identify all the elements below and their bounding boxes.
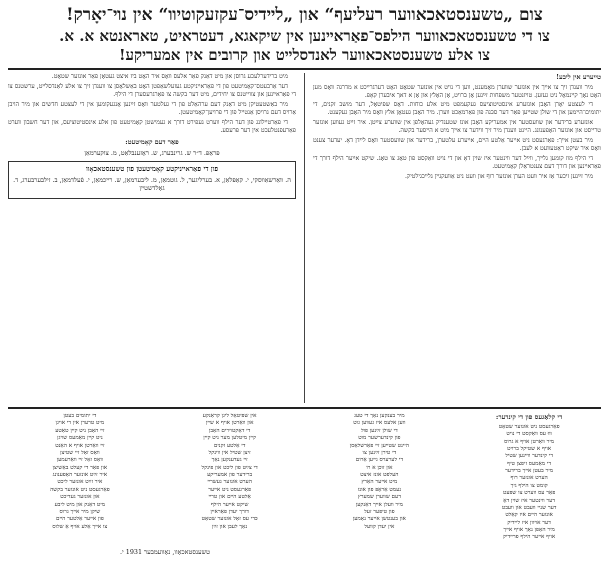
poem-line: שיקט אײער הילף bbox=[210, 501, 249, 508]
poem-line: פון קינדערשער מוט bbox=[358, 435, 401, 442]
headline-rule bbox=[8, 68, 601, 70]
poem-line: שיקן מיר אײך גרוס bbox=[59, 508, 101, 515]
poem-line: מיר בענקען נאָך די טעג bbox=[354, 413, 405, 420]
poem-line: כּדי עס זאָל אונזער שטאָט bbox=[201, 516, 258, 523]
paragraph: דער אַרבעטס־קאָמיטעט פון די פאַראײניקטע געזעלשאַפטן האָט באַשלאָסן צו װענדן זיך צו אלע לאַנדסלײט, ערשטנס צו די פאַראײנען און צװייטנס צו יחידים, מיט דער בקשה צו פאַרגרעסערן די הילף. bbox=[8, 82, 296, 98]
poem-lines bbox=[457, 424, 601, 542]
poem-line: פאַרגעסט ניט אונזער שטאָט bbox=[498, 423, 560, 430]
poem-line: די לערערס גײען אַרום bbox=[355, 457, 404, 464]
poem-line: נאָך לעבן און זײַן bbox=[212, 523, 248, 530]
poem-line: איר זײַט אונזער ליכט bbox=[57, 479, 103, 486]
poem-line: זײ װאַרטן אויף א האַנט bbox=[55, 442, 105, 449]
paragraph: מיר באַשטעטיקן מיט דאַנק דעם ערהאַלט פון די געלטער װאָס זײַנען אָנגעקומען אין די לעצטע חדשים און מיר הױבן אַרױס דעם גרויסן אַנטײל פון די פרויען־קאָמיטעטן. bbox=[8, 100, 296, 116]
headline-line-1: צום „טשענסטאכאווער רעליעף“ און „לײדיס־עקזעקוטיװ“ אין נױ־יאָרק! bbox=[66, 5, 543, 25]
poem-line: און פאַר די קעלט באַשיצן bbox=[52, 464, 108, 471]
poem-line: דער שניי װעבט און װעבט bbox=[501, 504, 557, 511]
paragraph: מיר װענדן זיך צו אײך אין אונזער שװערן מאָמענט, װען די נויט אין אונזער שטאָט האָט דערגרײכט א מדרגה װאָס מען האָט נאָך קײנמאָל ניט געזען. טױזנטער משפּחות זײַנען אָן ברויט, אָן האָלץ און אָן א דאך איבערן קאָפּ. bbox=[313, 83, 601, 99]
poem-line: צו אײך אַלע אויף אַ שלוס bbox=[52, 523, 108, 530]
poem-line: װאָס זאָל זײ װאַרעמען bbox=[56, 457, 104, 464]
poem-line: אין יעדן קװעל bbox=[364, 523, 395, 530]
paragraph: די הילף מוז קומען גלײך, װײַל דער װינטער איז שוין דאָ און די נויט װאַקסט פון טאָג צו טאָג. שיקט אײַער הילף דורך די פאַראײנען און דורך דעם צענטראַלן קאָמיטעט. bbox=[313, 154, 601, 170]
signature-names: פּראַפּ. ד״ר ש. גרינבערג, ש. ראָזענבלאַט, מ. צוקערמאַן bbox=[84, 148, 220, 157]
poem-lines bbox=[8, 413, 152, 531]
paragraph: די פאַרטײלונג פון דער הילף װערט געפירט דורך א געמישטן קאָמיטעט פון אלע אינסטיטוציעס, און דער חשבון װערט פאַרעפנטלעכט אין דער פּרעסע. bbox=[8, 118, 296, 134]
poem-line: דורך יעדן פאַראײן bbox=[210, 508, 249, 515]
paragraph: מיר זײַנען זיכער אַז איר װעט הערן אונזער רוף און װעט ניט אַװעקגײן גלײכגילטיק. bbox=[405, 172, 593, 180]
poem-line: װוּ עס װאַקסט די נויט bbox=[506, 431, 552, 438]
poem-line: און װאַרטן אויף א שײן bbox=[205, 420, 254, 427]
poem-line: אויף א שטיקל ברויט bbox=[507, 445, 552, 452]
poem-line: אויף אײער הילף פרײדיק bbox=[502, 534, 556, 541]
poem-column-4 bbox=[8, 413, 152, 570]
poem-title: די קלאַגעס פון די קינדער: bbox=[495, 413, 563, 422]
poem-line: מיר האָפן נאָך אויף אײך bbox=[503, 527, 555, 533]
section-rule bbox=[8, 407, 601, 409]
poem-lines bbox=[158, 413, 302, 531]
poem-line: פון טיפער זעל bbox=[364, 508, 395, 515]
committee-box-title: פון די פאַראײניקטע קאָמיטעטן פון טשענסטאכאָוו bbox=[85, 165, 219, 174]
left-column bbox=[8, 73, 296, 403]
poem-line: זײ האָבן ניט קײן טאַטע bbox=[55, 427, 105, 434]
poem-line: זיצן שטיל אין װינקל bbox=[208, 449, 251, 456]
body-columns bbox=[8, 73, 601, 403]
paragraph: די לעצטע יאָרן האָבן אונזערע אינסטיטוציעס געקעמפט מיט אלע כוחות. דאָס שפּיטאָל, דער מושב זקנים, די יתומים־הײמען און די שולן שטײען פאַר דער סכּנה פון פאַרמאַכט װערן. מיר האָבן געטאָן אלץ װאָס מיר האָבן געקענט. bbox=[313, 101, 601, 117]
poem-line: דער אויװן איז ליידיק bbox=[507, 519, 551, 526]
poem-line: ניט קײן מאַמעס שויגן bbox=[57, 435, 103, 442]
salutation: טײערע אין ליבע! bbox=[556, 73, 601, 82]
poem-line: און בענטשן אײער נאָמען bbox=[352, 516, 406, 523]
headline-line-3: צו אלע טשענסטאכאווער לאנדסלײט און קרובים אין אמעריקע! bbox=[118, 45, 491, 64]
poem-line: הערט אונזער געשרײ bbox=[207, 479, 252, 486]
poem-line: אַלטע הײם און טרײ bbox=[208, 494, 251, 501]
poem-line: מיר װאַרטן אויף א גרוס bbox=[504, 438, 555, 445]
poem-column-2 bbox=[308, 413, 452, 570]
poem-line: די קינדער װײנען שטיל bbox=[505, 453, 553, 460]
poem-line: די דאָקטוירים האָבן bbox=[208, 427, 251, 434]
poem-line: מיר װעלן אײך דאַנקען bbox=[355, 501, 403, 508]
poem-line: פאַר עס װערט צו שפּעט bbox=[502, 490, 556, 497]
poem-line: קומט צו הילף גיך bbox=[510, 482, 548, 489]
signature-intro: פאַר דעם קאָמיטעט: bbox=[125, 137, 179, 146]
poem-line: די אַלטע זקנים bbox=[213, 442, 246, 449]
right-column bbox=[313, 73, 601, 403]
poem-line: נעמט אַראָפּ פון אונז bbox=[357, 486, 402, 493]
poem-line: די שולן זײַנען פול bbox=[361, 427, 398, 434]
paragraph: מיט ברידערלעכע גרוסן און מיט דאַנק פאַר אלעס װאָס איר האָט ביז איצט געטאָן פאַר אונזער שטאָט. bbox=[51, 73, 288, 81]
poem-line: מיט דאַנק און מיט ליבע bbox=[54, 501, 106, 508]
poem-line: פאַרגעסט ניט אײער bbox=[208, 486, 252, 493]
poem-line: דער װינטער איז שוין דאָ bbox=[503, 497, 555, 504]
headline-line-2: צו די טשענסטאכאווער הילפס־פאַראײנען אין שיקאגא, דעטראיט, טאראנטא א. א. bbox=[59, 26, 550, 45]
committee-box-text: ה. װאַרשאַװסקי, י. קאַפּלאַן, א. בערליגער, ל. גוטמאַן, מ. ליבערמאַן, ש. רײכמאַן, י. פֿעלדמאַן, ב. זילבערבערג, ד. גאָלדשטײן bbox=[13, 176, 291, 193]
poem-line: מיט אײער האַרץ bbox=[361, 479, 398, 486]
poem-line: היינט שטײען זײ פאַרשלאָסן bbox=[349, 442, 409, 449]
poem-line: װען אלעס איז געװען גוט bbox=[353, 420, 406, 427]
poem-line: אין שפּיטאָל ליגן קראַנקע bbox=[202, 413, 257, 420]
poem-line: העלפט אונז איצט bbox=[360, 472, 399, 479]
poem-line: און זוכן א רו bbox=[366, 464, 393, 471]
poem-section bbox=[8, 413, 601, 570]
paragraph: מיר בעטן אײך: פאַרגעסט ניט אײער אַלטע הײם, אײערע עלטערן, ברידער און שװעסטער װאָס לײדן דאָ. יעדער צענט װאָס איר שיקט ראַטעװעט א לעבן. bbox=[313, 137, 601, 153]
poem-line: און אונזער געדיכט bbox=[60, 494, 100, 501]
dateline: טשענסטאכאָוו, נאָװעמבער 1931 י. bbox=[120, 548, 211, 556]
poem-line: איר זײַט אונזער האָפענונג bbox=[52, 472, 108, 479]
poem-line: די יתומים בעטן bbox=[63, 413, 97, 420]
poem-line: זײ געדענקען נאָך bbox=[211, 457, 248, 464]
poem-line: דעם שװערן שמערץ bbox=[357, 494, 401, 501]
poem-line: פון אײער אַלטער הײם bbox=[55, 516, 104, 523]
poem-line: די צײַט פון ליכט און פינקל bbox=[201, 464, 258, 471]
poem-column-1 bbox=[457, 413, 601, 570]
poem-line: הערט אונזער רוף bbox=[510, 475, 548, 482]
poem-column-3 bbox=[158, 413, 302, 570]
poem-line: אונזער הײם איז קאַלט bbox=[505, 512, 553, 519]
poem-line: װאָס זאָל זײ שטיצן bbox=[60, 449, 100, 456]
poem-line: ברידער פון אמעריקע bbox=[207, 472, 253, 479]
poem-line: מיר בעטן אײך ברידער bbox=[505, 468, 554, 474]
committee-box bbox=[8, 161, 296, 198]
poem-line: די טירן זײַנען צו bbox=[362, 449, 397, 456]
poem-lines bbox=[308, 413, 452, 531]
column-divider bbox=[304, 73, 305, 403]
poem-line: פאַרגעסט ניט אונזער בקשה bbox=[50, 486, 110, 493]
paragraph: אונזערע ברידער און שװעסטער אין אמעריקע האָבן אונז שטענדיק געהאָלפן אין שװערע צײַטן. איר זײַט געװען אונזער טרייסט און אונזער האָפענונג. היינט װענדן מיר זיך װידער צו אײך מיט א הײסער בקשה. bbox=[313, 119, 601, 135]
poem-line: קײן מיטלען מער ניט קײן bbox=[203, 435, 256, 442]
poem-line: מיט טרערן אין די אויגן bbox=[55, 420, 105, 427]
poem-line: די מאַמעס זיפצן טיף bbox=[507, 460, 552, 467]
